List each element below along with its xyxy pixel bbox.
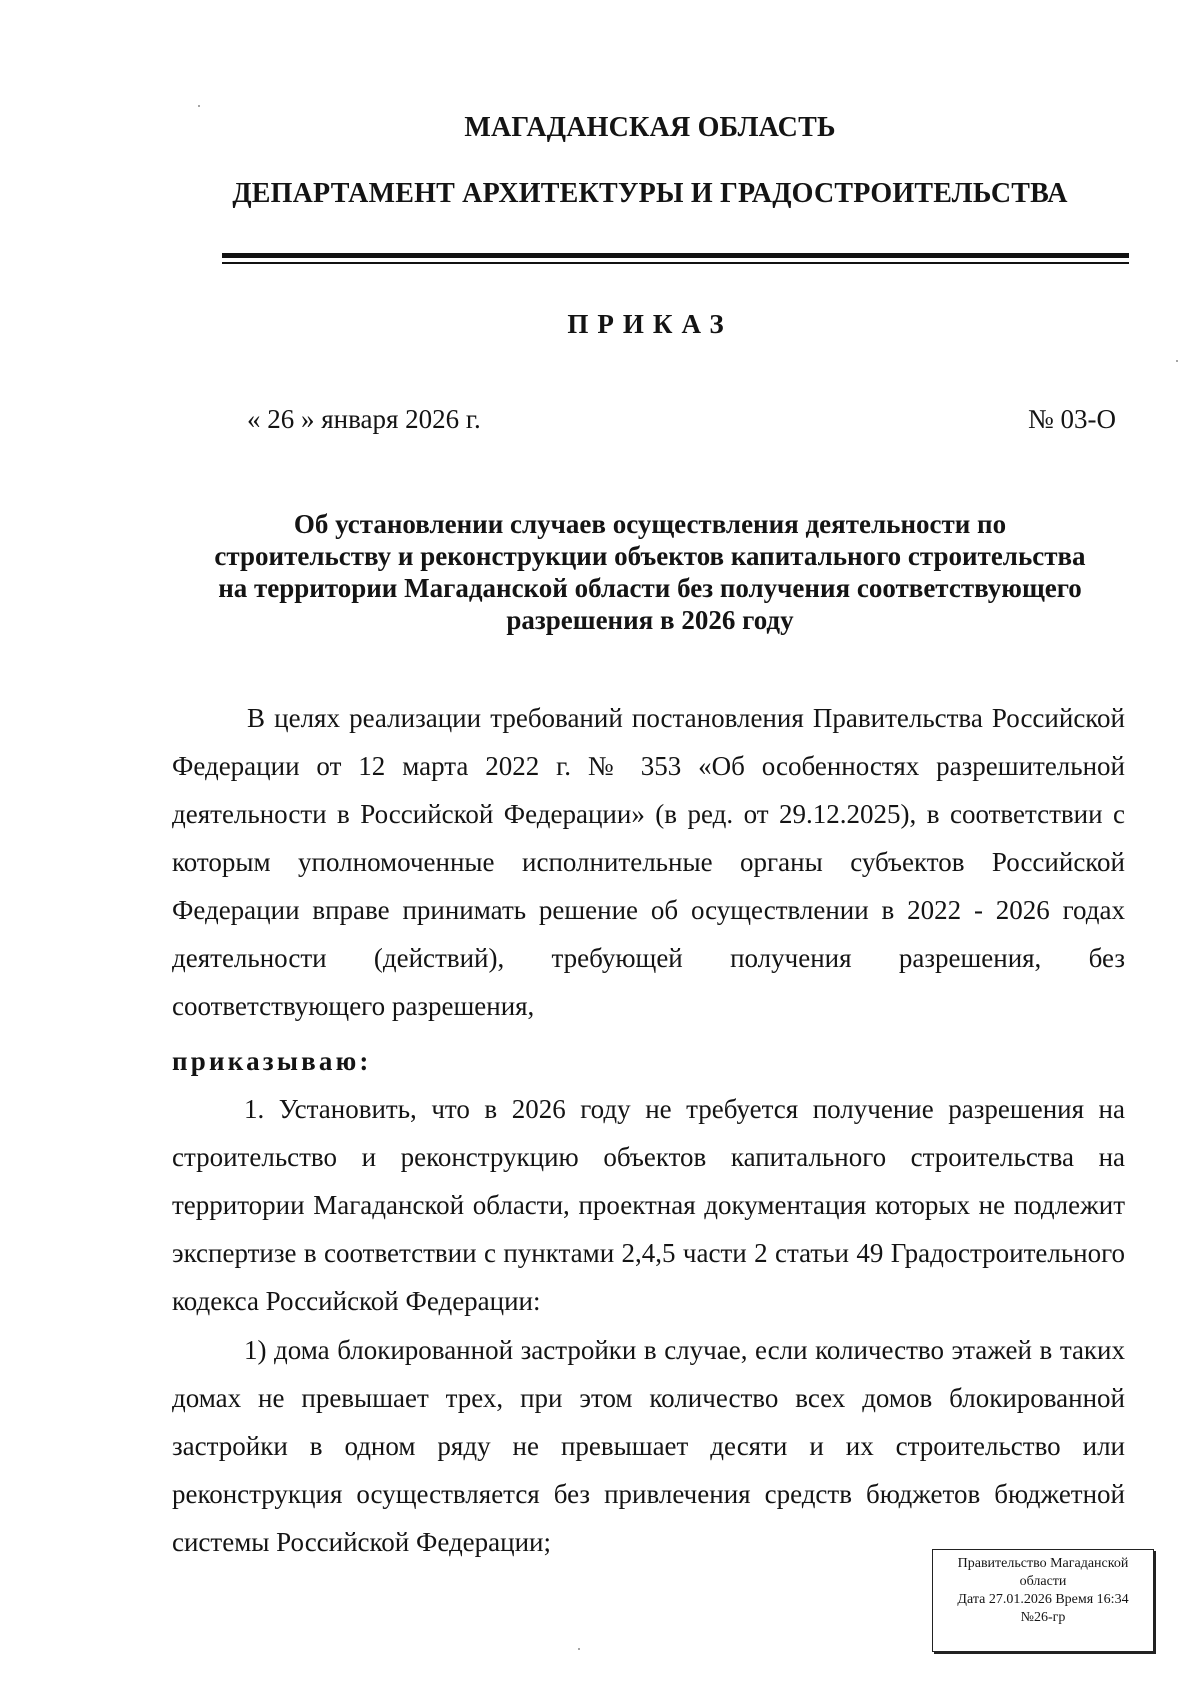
subitem-1-paragraph: 1) дома блокированной застройки в случае, если количество этажей в таких домах не превышает трех, при этом количество всех домов блокированной застройки в одном ряду не превышает десяти и их строительство или реконструкция осуществляется без привлечения средств бюджетов бюджетной системы Российской Федерации; [172, 1335, 1125, 1557]
item-1-paragraph: 1. Установить, что в 2026 году не требуется получение разрешения на строительство и реконструкцию объектов капитального строительства на территории Магаданской области, проектная документация которых не подлежит экспертизе в соответствии с пунктами 2,4,5 части 2 статьи 49 Градостроительного кодекса Российской Федерации: [172, 1094, 1125, 1316]
stamp-line: Правительство Магаданской [957, 1556, 1129, 1571]
subject-line: строительству и реконструкции объектов капитального строительства [214, 541, 1086, 571]
stamp-line: №26-гр [1020, 1610, 1066, 1625]
registration-stamp [932, 1549, 1154, 1652]
scan-speck [1176, 360, 1178, 362]
header-rule-thin [222, 262, 1129, 264]
order-number: № 03-О [1027, 404, 1116, 434]
subject-line: разрешения в 2026 году [506, 605, 794, 635]
preamble-paragraph: В целях реализации требований постановления Правительства Российской Федерации от 12 марта 2022 г. № 353 «Об особенностях разрешительной деятельности в Российской Федерации» (в ред. от 29.12.2025), в соответствии с которым уполномоченные исполнительные органы субъектов Российской Федерации вправе принимать решение об осуществлении в 2022 - 2026 годах деятельности (действий), требующей получения разрешения, без соответствующего разрешения, [172, 703, 1125, 1021]
header-rule-thick [222, 253, 1129, 258]
order-title: ПРИКАЗ [567, 309, 733, 339]
subject-line: на территории Магаданской области без получения соответствующего [218, 573, 1082, 603]
subject-line: Об установлении случаев осуществления деятельности по [293, 509, 1007, 539]
department-heading: ДЕПАРТАМЕНТ АРХИТЕКТУРЫ И ГРАДОСТРОИТЕЛЬСТВА [232, 178, 1068, 209]
stamp-line: области [1019, 1574, 1067, 1589]
scan-speck [578, 1648, 580, 1650]
region-heading: МАГАДАНСКАЯ ОБЛАСТЬ [464, 112, 836, 143]
scan-speck [198, 105, 200, 107]
order-date: « 26 » января 2026 г. [247, 404, 481, 434]
stamp-line: Дата 27.01.2026 Время 16:34 [957, 1592, 1129, 1607]
order-subject [170, 508, 1130, 636]
order-word: приказываю: [172, 1046, 372, 1076]
